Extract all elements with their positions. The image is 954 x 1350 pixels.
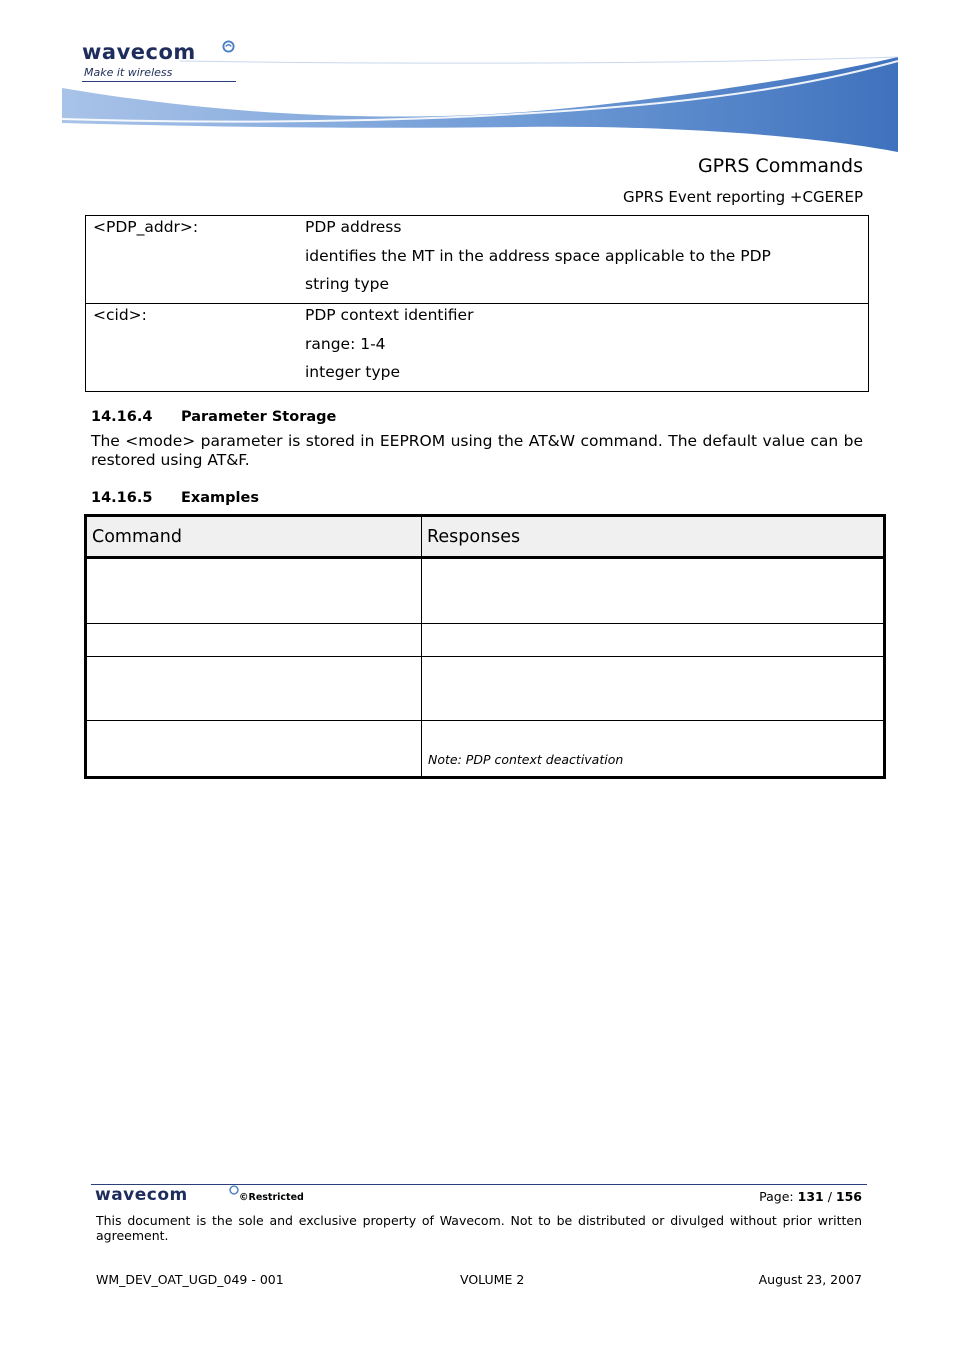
logo-swirl-icon	[222, 40, 235, 53]
table-row	[87, 657, 883, 721]
page-total: 156	[835, 1189, 862, 1204]
response-note: Note: PDP context deactivation	[428, 752, 624, 767]
command-cell	[87, 657, 422, 720]
page-title: GPRS Commands	[697, 155, 863, 177]
section-title: Parameter Storage	[181, 409, 337, 425]
table-row	[87, 624, 883, 657]
param-description	[299, 304, 868, 391]
wavecom-logo: wavecom	[82, 40, 196, 64]
param-desc-line: string type	[305, 275, 390, 294]
param-description	[299, 216, 868, 303]
parameter-table	[85, 215, 869, 392]
footer-wavecom-logo: wavecom	[95, 1185, 188, 1205]
footer-logo-swirl-icon	[229, 1185, 239, 1195]
section-title: Examples	[181, 490, 259, 506]
param-desc-line: PDP context identifier	[305, 306, 474, 325]
page-separator: /	[827, 1189, 832, 1204]
param-desc-line: identifies the MT in the address space applicable to the PDP	[305, 246, 771, 265]
command-cell	[87, 624, 422, 656]
response-cell	[422, 657, 883, 720]
param-name: <PDP_addr>:	[93, 218, 199, 236]
document-date: August 23, 2007	[758, 1272, 862, 1287]
header-wave-banner	[60, 55, 900, 155]
page-prefix: Page:	[759, 1189, 794, 1204]
restricted-label: ©Restricted	[239, 1192, 304, 1203]
section-heading-examples	[91, 490, 259, 506]
column-header-responses: Responses	[427, 527, 521, 547]
param-row-pdp-addr	[86, 216, 868, 303]
section-heading-storage	[91, 409, 336, 425]
param-row-cid	[86, 303, 868, 391]
document-reference: WM_DEV_OAT_UGD_049 - 001	[96, 1272, 284, 1287]
confidentiality-notice: This document is the sole and exclusive property of Wavecom. Not to be distributed or divulged without prior written agreement.	[96, 1213, 862, 1243]
response-cell	[422, 624, 883, 656]
table-row	[87, 721, 883, 776]
response-cell	[422, 721, 883, 776]
column-header-command: Command	[87, 517, 422, 556]
footer-divider	[91, 1184, 867, 1185]
examples-table-header	[87, 517, 883, 559]
section-number: 14.16.4	[91, 409, 153, 425]
page-subtitle: GPRS Event reporting +CGEREP	[623, 188, 863, 206]
command-cell	[87, 721, 422, 776]
param-desc-line: integer type	[305, 363, 401, 382]
param-desc-line: range: 1-4	[305, 334, 386, 353]
page-current: 131	[797, 1189, 824, 1204]
command-cell	[87, 559, 422, 623]
param-desc-line: PDP address	[305, 218, 402, 236]
table-row	[87, 559, 883, 624]
page-number	[759, 1189, 862, 1204]
examples-table	[84, 514, 886, 779]
response-cell	[422, 559, 883, 623]
param-name: <cid>:	[93, 306, 147, 325]
document-volume: VOLUME 2	[460, 1272, 525, 1287]
brand-tagline: Make it wireless	[84, 66, 173, 79]
section-number: 14.16.5	[91, 490, 153, 506]
storage-paragraph: The <mode> parameter is stored in EEPROM using the AT&W command. The default value can be restored using AT&F.	[91, 432, 863, 469]
